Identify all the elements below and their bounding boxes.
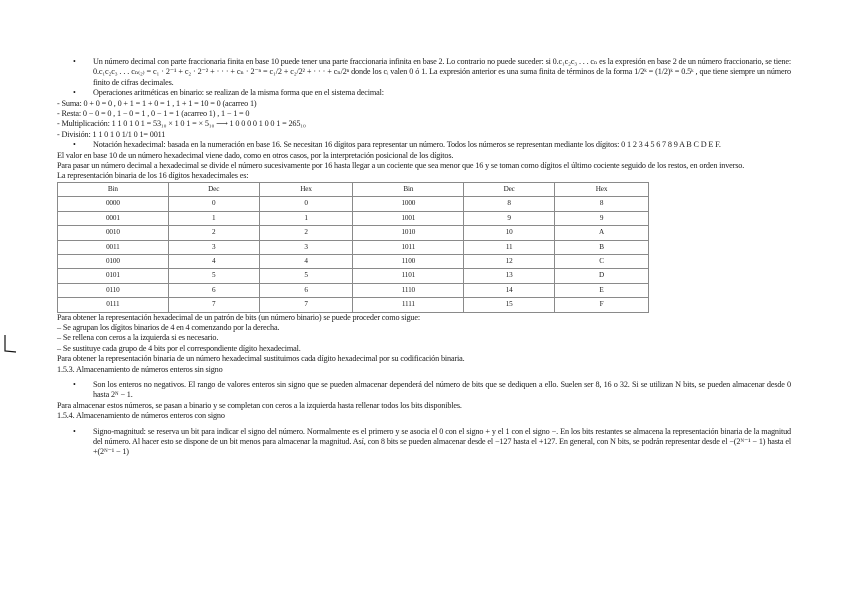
document-page [57, 57, 791, 458]
op-sum: - Suma: 0 + 0 = 0 , 0 + 1 = 1 + 0 = 1 , 1 + 1 = 10 = 0 (acarreo 1) [57, 98, 257, 108]
table-cell: 6 [259, 283, 353, 297]
table-body [58, 197, 649, 312]
table-row [58, 283, 649, 297]
header-hex: Hex [555, 182, 649, 196]
table-cell: 13 [464, 269, 555, 283]
table-cell: 0100 [58, 254, 169, 268]
bullet-unsigned-range: • Son los enteros no negativos. El rango de valores enteros sin signo que se pueden almacenar dependerá del número de bits que se dediquen a ello. Suelen ser 8, 16 o 32. Si se utilizan N bits, se pueden almacenar desde 0 hasta 2ᴺ − 1. [57, 380, 791, 401]
table-row [58, 226, 649, 240]
table-cell: 0001 [58, 211, 169, 225]
table-cell: E [555, 283, 649, 297]
unsigned-storage-paragraph: Para almacenar estos números, se pasan a binario y se completan con ceros a la izquierda hasta rellenar todos los bits disponibles. [57, 400, 462, 410]
table-cell: 5 [168, 269, 259, 283]
table-cell: 8 [464, 197, 555, 211]
table-cell: 0000 [58, 197, 169, 211]
hex-digit-table [57, 182, 649, 313]
table-cell: 9 [555, 211, 649, 225]
table-row [58, 269, 649, 283]
table-cell: 1110 [353, 283, 464, 297]
table-row [58, 197, 649, 211]
header-bin: Bin [353, 182, 464, 196]
bullet-finite-fraction: • Un número decimal con parte fraccionaria finita en base 10 puede tener una parte fraccionaria infinita en base 2. Lo contrario no puede suceder: si 0.c₁c₂c₃ . . . cₙ es la expresión en base 2 de un número fraccionario, se tiene: 0.c₁c₂c₃ . . . cₙ₍₂₎ = c₁ · 2⁻¹ + c₂ · 2⁻² + · · · + cₙ · 2⁻ⁿ = c₁/2 + c₂/2² + · · · + cₙ/2ⁿ donde los cᵢ valen 0 ó 1. La expresión anterior es una suma finita de términos de la forma 1/2ᵏ = (1/2)ᵏ = 0.5ᵏ , que tiene siempre un número finito de cifras decimales. [57, 57, 791, 88]
table-cell: 0010 [58, 226, 169, 240]
table-cell: 12 [464, 254, 555, 268]
margin-bracket-mark [2, 333, 18, 355]
section-heading-signed: 1.5.4. Almacenamiento de números enteros con signo [57, 411, 225, 421]
hex-to-binary-paragraph: Para obtener la representación binaria de un número hexadecimal sustituimos cada dígito hexadecimal por su codificación binaria. [57, 354, 465, 364]
header-hex: Hex [259, 182, 353, 196]
table-cell: 4 [259, 254, 353, 268]
table-cell: 14 [464, 283, 555, 297]
table-cell: 11 [464, 240, 555, 254]
table-intro: La representación binaria de los 16 dígitos hexadecimales es: [57, 171, 249, 181]
table-cell: 1101 [353, 269, 464, 283]
table-cell: 15 [464, 298, 555, 312]
op-multiplication: - Multiplicación: 1 1 0 1 0 1 = 53₁₀ × 1 0 1 = × 5₁₀ ⟶ 1 0 0 0 0 1 0 0 1 = 265₁₀ [57, 119, 306, 129]
bullet-binary-operations: • Operaciones aritméticas en binario: se realizan de la misma forma que en el sistema decimal: [57, 88, 791, 98]
table-cell: 1000 [353, 197, 464, 211]
table-cell: 3 [259, 240, 353, 254]
table-cell: 1111 [353, 298, 464, 312]
table-cell: 0 [259, 197, 353, 211]
table-cell: 8 [555, 197, 649, 211]
table-row [58, 298, 649, 312]
table-cell: 1100 [353, 254, 464, 268]
hex-procedure-intro: Para obtener la representación hexadecimal de un patrón de bits (un número binario) se puede proceder como sigue: [57, 312, 420, 322]
table-cell: 1001 [353, 211, 464, 225]
table-cell: 0011 [58, 240, 169, 254]
table-cell: 1011 [353, 240, 464, 254]
table-cell: 0101 [58, 269, 169, 283]
table-header-row [58, 182, 649, 196]
table-cell: F [555, 298, 649, 312]
table-cell: 0111 [58, 298, 169, 312]
table-cell: C [555, 254, 649, 268]
decimal-to-hex-paragraph: Para pasar un número decimal a hexadecimal se divide el número sucesivamente por 16 hasta llegar a un cociente que sea menor que 16 y se toman como dígitos el último cociente seguido de los restos, en orden inverso. [57, 161, 745, 171]
table-cell: 7 [259, 298, 353, 312]
table-row [58, 254, 649, 268]
bullet-hex-notation: • Notación hexadecimal: basada en la numeración en base 16. Se necesitan 16 dígitos para representar un número. Todos los números se representan mediante los dígitos: 0 1 2 3 4 5 6 7 8 9 A B C D E F. [57, 140, 791, 150]
table-cell: 1 [259, 211, 353, 225]
table-cell: 7 [168, 298, 259, 312]
table-cell: 6 [168, 283, 259, 297]
hex-step-pad: – Se rellena con ceros a la izquierda si es necesario. [57, 333, 219, 343]
table-cell: D [555, 269, 649, 283]
table-cell: 0110 [58, 283, 169, 297]
table-cell: 4 [168, 254, 259, 268]
table-cell: 3 [168, 240, 259, 254]
section-heading-unsigned: 1.5.3. Almacenamiento de números enteros sin signo [57, 364, 223, 374]
table-cell: 9 [464, 211, 555, 225]
op-division: - División: 1 1 0 1 0 1/1 0 1= 0011 [57, 129, 166, 139]
table-cell: 10 [464, 226, 555, 240]
header-bin: Bin [58, 182, 169, 196]
table-row [58, 211, 649, 225]
table-cell: 1010 [353, 226, 464, 240]
table-row [58, 240, 649, 254]
hex-positional-paragraph: El valor en base 10 de un número hexadecimal viene dado, como en otros casos, por la interpretación posicional de los dígitos. [57, 150, 454, 160]
header-dec: Dec [464, 182, 555, 196]
header-dec: Dec [168, 182, 259, 196]
table-cell: 5 [259, 269, 353, 283]
table-cell: 0 [168, 197, 259, 211]
table-cell: 1 [168, 211, 259, 225]
bullet-sign-magnitude: • Signo-magnitud: se reserva un bit para indicar el signo del número. Normalmente es el primero y se asocia el 0 con el signo + y el 1 con el signo −. En los bits restantes se almacena la representación binaria de la magnitud del número. Al hacer esto se dispone de un bit menos para almacenar la magnitud. Así, con 8 bits se pueden almacenar desde el −127 hasta el +127. En general, con N bits, se podrán representar desde el −(2ᴺ⁻¹ − 1) hasta el +(2ᴺ⁻¹ − 1) [57, 427, 791, 458]
op-subtraction: - Resta: 0 − 0 = 0 , 1 − 0 = 1 , 0 − 1 = 1 (acarreo 1) , 1 − 1 = 0 [57, 109, 250, 119]
hex-step-substitute: – Se sustituye cada grupo de 4 bits por el correspondiente dígito hexadecimal. [57, 343, 301, 353]
table-cell: 2 [259, 226, 353, 240]
table-cell: 2 [168, 226, 259, 240]
table-cell: A [555, 226, 649, 240]
hex-step-group: – Se agrupan los dígitos binarios de 4 en 4 comenzando por la derecha. [57, 322, 280, 332]
table-cell: B [555, 240, 649, 254]
